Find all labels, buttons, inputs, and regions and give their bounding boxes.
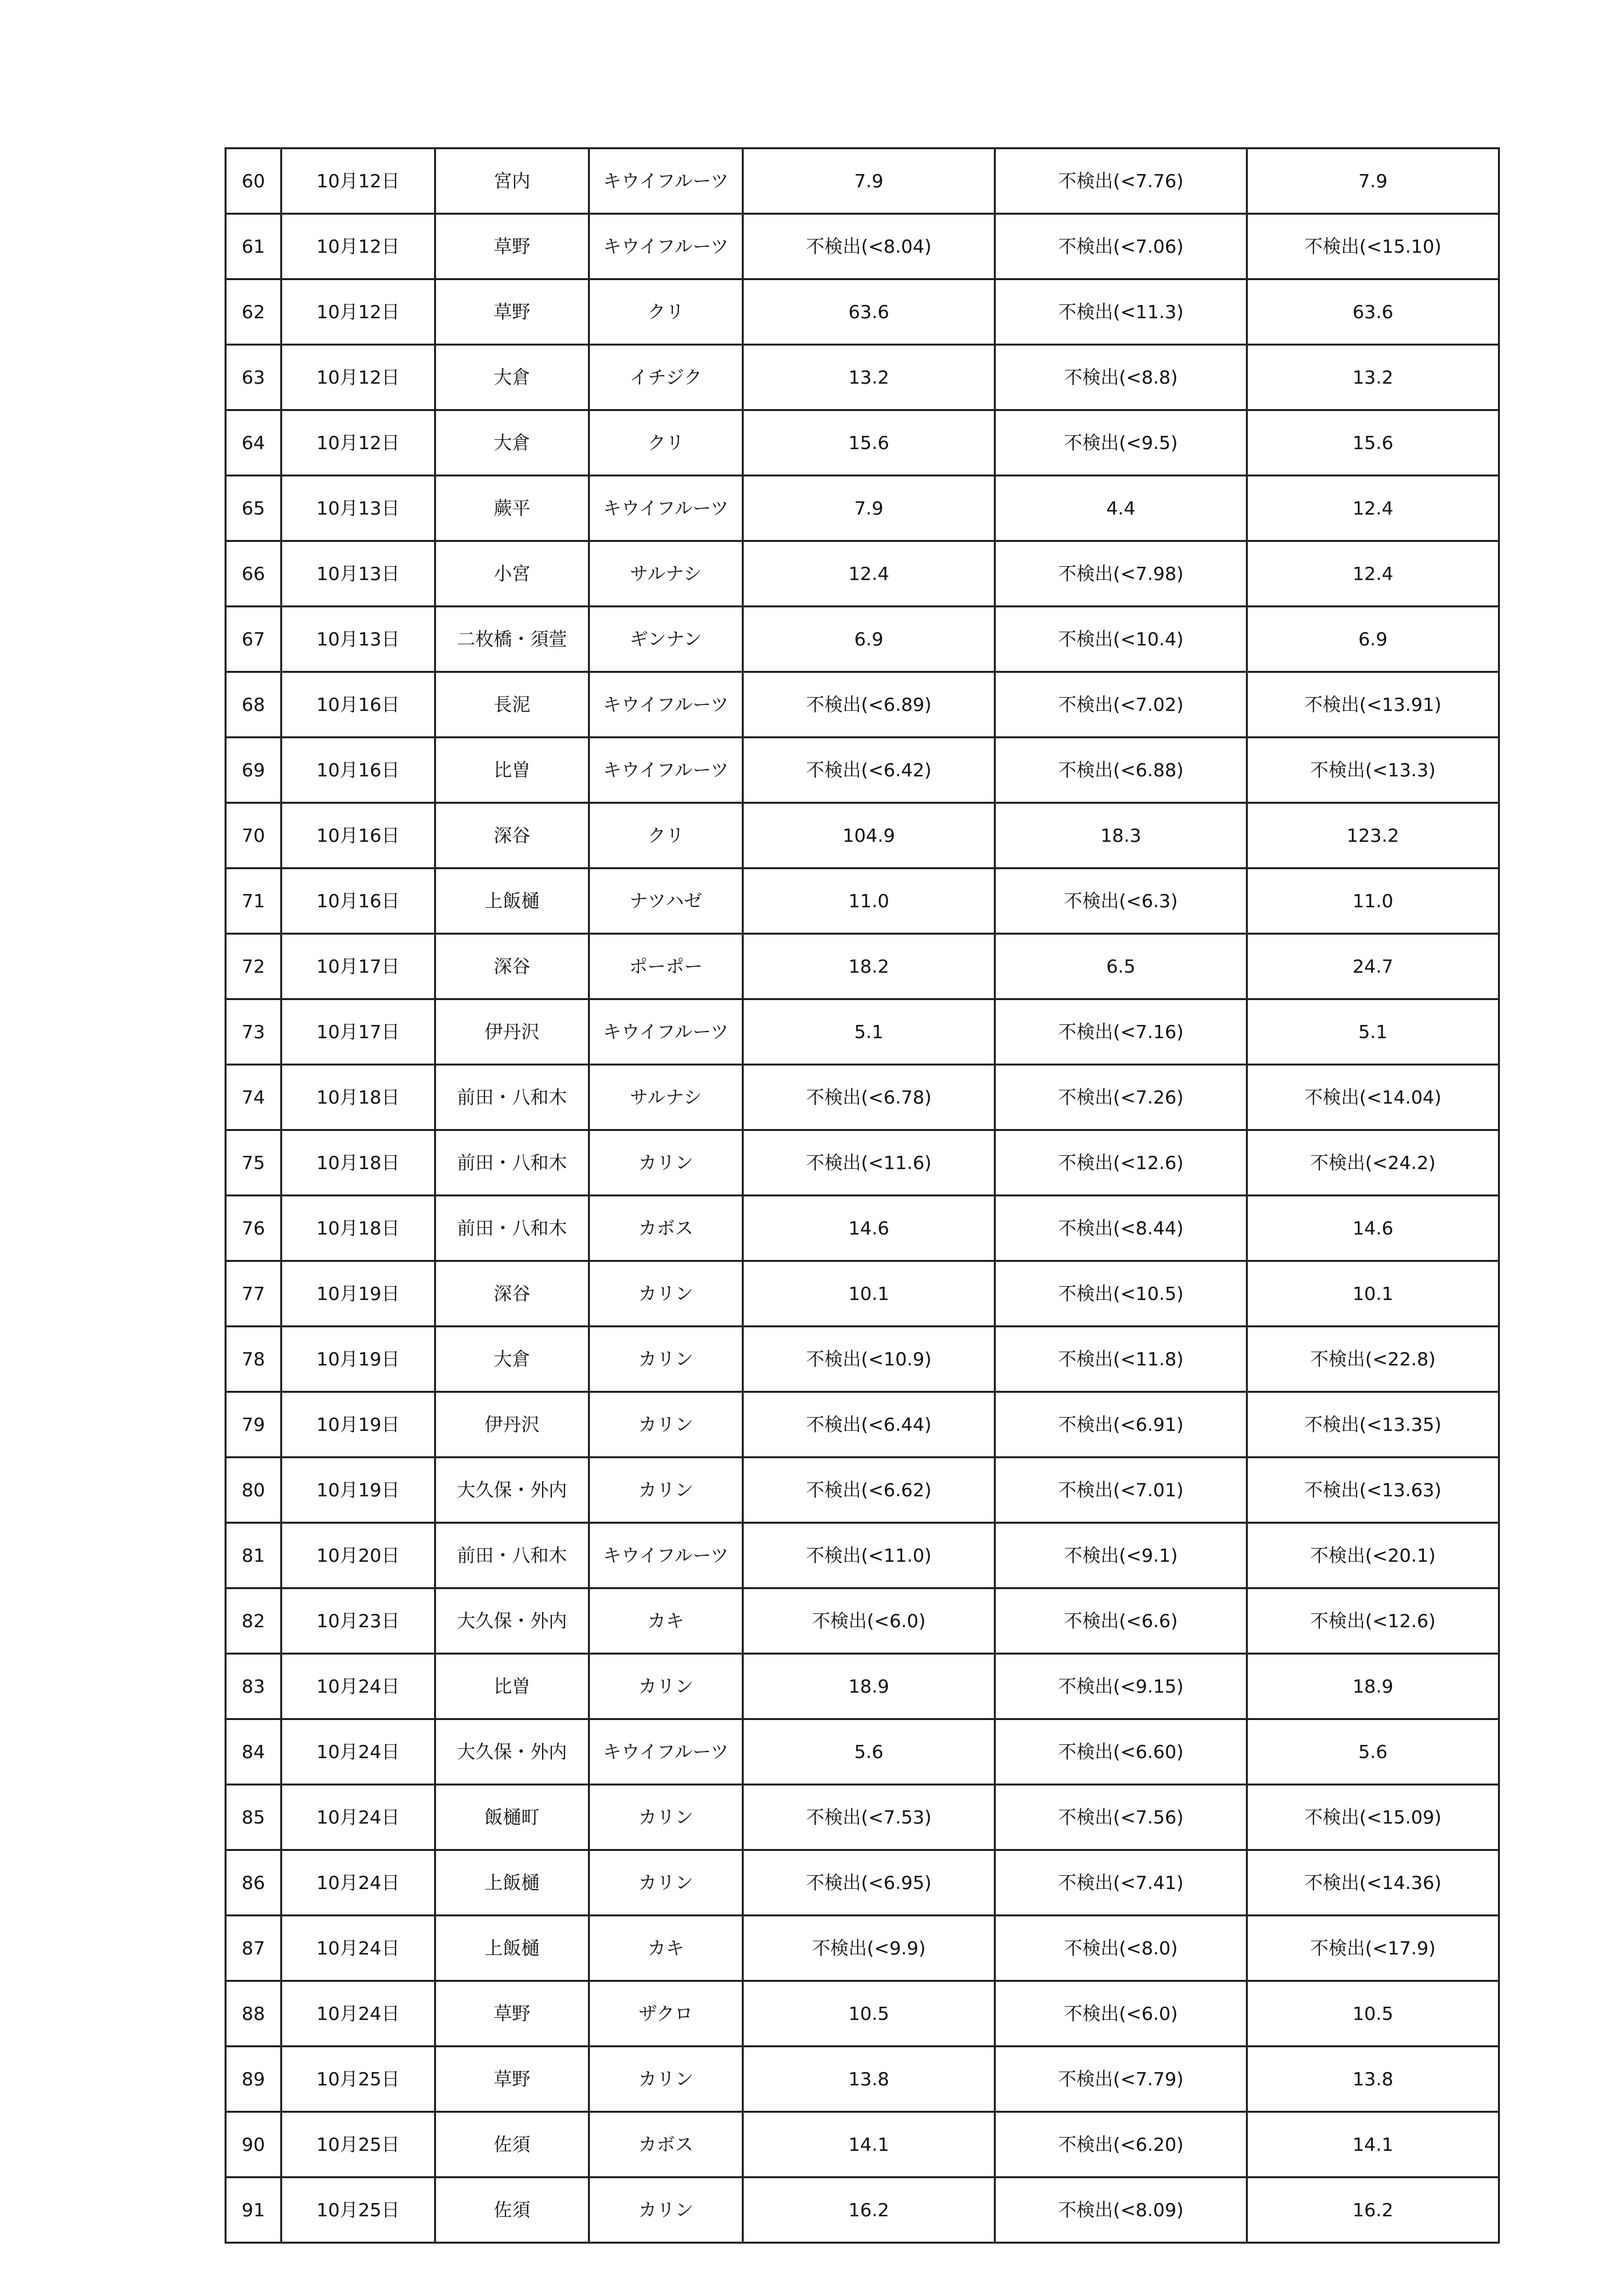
value-1-cell: 12.4 (743, 541, 995, 607)
area-cell: 小宮 (435, 541, 589, 607)
item-cell: キウイフルーツ (589, 149, 743, 214)
item-cell: イチジク (589, 345, 743, 410)
date-cell: 10月19日 (282, 1327, 435, 1392)
date-cell: 10月16日 (282, 672, 435, 738)
area-cell: 上飯樋 (435, 1916, 589, 1981)
value-1-cell: 11.0 (743, 869, 995, 934)
value-3-cell: 12.4 (1247, 541, 1499, 607)
row-number-cell: 84 (226, 1719, 282, 1785)
item-cell: ザクロ (589, 1981, 743, 2047)
area-cell: 上飯樋 (435, 869, 589, 934)
value-2-cell: 不検出(<11.8) (995, 1327, 1247, 1392)
item-cell: カリン (589, 2178, 743, 2243)
value-1-cell: 不検出(<10.9) (743, 1327, 995, 1392)
date-cell: 10月19日 (282, 1261, 435, 1327)
table-row (226, 672, 1499, 738)
value-1-cell: 5.1 (743, 999, 995, 1065)
value-1-cell: 16.2 (743, 2178, 995, 2243)
area-cell: 大倉 (435, 345, 589, 410)
row-number-cell: 85 (226, 1785, 282, 1850)
row-number-cell: 60 (226, 149, 282, 214)
value-1-cell: 14.6 (743, 1196, 995, 1261)
area-cell: 深谷 (435, 803, 589, 869)
table-row (226, 1130, 1499, 1196)
date-cell: 10月18日 (282, 1065, 435, 1130)
value-3-cell: 14.1 (1247, 2112, 1499, 2178)
table-row (226, 738, 1499, 803)
table-row (226, 1916, 1499, 1981)
table-row (226, 869, 1499, 934)
row-number-cell: 77 (226, 1261, 282, 1327)
value-3-cell: 不検出(<12.6) (1247, 1588, 1499, 1654)
date-cell: 10月17日 (282, 934, 435, 999)
results-body (226, 149, 1499, 2243)
row-number-cell: 63 (226, 345, 282, 410)
value-1-cell: 14.1 (743, 2112, 995, 2178)
item-cell: カリン (589, 1654, 743, 1719)
table-row (226, 1065, 1499, 1130)
date-cell: 10月24日 (282, 1719, 435, 1785)
table-row (226, 2178, 1499, 2243)
row-number-cell: 81 (226, 1523, 282, 1588)
value-2-cell: 不検出(<7.01) (995, 1458, 1247, 1523)
value-2-cell: 不検出(<7.79) (995, 2047, 1247, 2112)
value-2-cell: 不検出(<7.56) (995, 1785, 1247, 1850)
value-2-cell: 不検出(<7.98) (995, 541, 1247, 607)
results-table (225, 147, 1500, 2244)
table-row (226, 476, 1499, 541)
value-3-cell: 10.1 (1247, 1261, 1499, 1327)
date-cell: 10月18日 (282, 1130, 435, 1196)
table-row (226, 2112, 1499, 2178)
table-row (226, 1588, 1499, 1654)
value-1-cell: 104.9 (743, 803, 995, 869)
row-number-cell: 87 (226, 1916, 282, 1981)
value-3-cell: 63.6 (1247, 279, 1499, 345)
value-3-cell: 13.2 (1247, 345, 1499, 410)
value-2-cell: 不検出(<7.02) (995, 672, 1247, 738)
table-row (226, 345, 1499, 410)
item-cell: カリン (589, 2047, 743, 2112)
value-2-cell: 不検出(<6.20) (995, 2112, 1247, 2178)
row-number-cell: 78 (226, 1327, 282, 1392)
item-cell: ポーポー (589, 934, 743, 999)
row-number-cell: 90 (226, 2112, 282, 2178)
date-cell: 10月24日 (282, 1654, 435, 1719)
value-2-cell: 不検出(<9.15) (995, 1654, 1247, 1719)
row-number-cell: 69 (226, 738, 282, 803)
value-3-cell: 15.6 (1247, 410, 1499, 476)
table-row (226, 1981, 1499, 2047)
value-2-cell: 不検出(<8.44) (995, 1196, 1247, 1261)
area-cell: 伊丹沢 (435, 1392, 589, 1458)
row-number-cell: 86 (226, 1850, 282, 1916)
item-cell: カボス (589, 1196, 743, 1261)
value-3-cell: 5.6 (1247, 1719, 1499, 1785)
item-cell: サルナシ (589, 1065, 743, 1130)
value-3-cell: 6.9 (1247, 607, 1499, 672)
value-1-cell: 15.6 (743, 410, 995, 476)
value-2-cell: 不検出(<10.5) (995, 1261, 1247, 1327)
item-cell: カキ (589, 1916, 743, 1981)
value-3-cell: 123.2 (1247, 803, 1499, 869)
row-number-cell: 82 (226, 1588, 282, 1654)
value-3-cell: 不検出(<13.63) (1247, 1458, 1499, 1523)
row-number-cell: 80 (226, 1458, 282, 1523)
row-number-cell: 75 (226, 1130, 282, 1196)
table-row (226, 410, 1499, 476)
area-cell: 佐須 (435, 2112, 589, 2178)
table-row (226, 279, 1499, 345)
area-cell: 前田・八和木 (435, 1196, 589, 1261)
value-2-cell: 不検出(<6.88) (995, 738, 1247, 803)
item-cell: キウイフルーツ (589, 672, 743, 738)
table-row (226, 214, 1499, 279)
item-cell: キウイフルーツ (589, 476, 743, 541)
date-cell: 10月13日 (282, 476, 435, 541)
value-1-cell: 不検出(<6.89) (743, 672, 995, 738)
area-cell: 比曽 (435, 1654, 589, 1719)
table-row (226, 541, 1499, 607)
item-cell: カリン (589, 1785, 743, 1850)
area-cell: 前田・八和木 (435, 1130, 589, 1196)
value-3-cell: 13.8 (1247, 2047, 1499, 2112)
value-2-cell: 不検出(<6.0) (995, 1981, 1247, 2047)
item-cell: カボス (589, 2112, 743, 2178)
date-cell: 10月24日 (282, 1785, 435, 1850)
item-cell: クリ (589, 410, 743, 476)
value-3-cell: 不検出(<15.10) (1247, 214, 1499, 279)
area-cell: 長泥 (435, 672, 589, 738)
row-number-cell: 76 (226, 1196, 282, 1261)
value-3-cell: 不検出(<22.8) (1247, 1327, 1499, 1392)
value-1-cell: 5.6 (743, 1719, 995, 1785)
value-2-cell: 不検出(<8.0) (995, 1916, 1247, 1981)
row-number-cell: 70 (226, 803, 282, 869)
date-cell: 10月18日 (282, 1196, 435, 1261)
value-1-cell: 不検出(<8.04) (743, 214, 995, 279)
date-cell: 10月12日 (282, 149, 435, 214)
item-cell: クリ (589, 803, 743, 869)
item-cell: ギンナン (589, 607, 743, 672)
value-1-cell: 不検出(<11.6) (743, 1130, 995, 1196)
value-2-cell: 4.4 (995, 476, 1247, 541)
item-cell: キウイフルーツ (589, 214, 743, 279)
row-number-cell: 64 (226, 410, 282, 476)
table-row (226, 1523, 1499, 1588)
date-cell: 10月23日 (282, 1588, 435, 1654)
value-1-cell: 不検出(<6.78) (743, 1065, 995, 1130)
value-1-cell: 不検出(<9.9) (743, 1916, 995, 1981)
item-cell: キウイフルーツ (589, 738, 743, 803)
value-1-cell: 不検出(<6.62) (743, 1458, 995, 1523)
row-number-cell: 91 (226, 2178, 282, 2243)
date-cell: 10月13日 (282, 607, 435, 672)
item-cell: クリ (589, 279, 743, 345)
value-2-cell: 不検出(<6.6) (995, 1588, 1247, 1654)
area-cell: 大久保・外内 (435, 1458, 589, 1523)
area-cell: 比曽 (435, 738, 589, 803)
value-2-cell: 18.3 (995, 803, 1247, 869)
date-cell: 10月24日 (282, 1981, 435, 2047)
row-number-cell: 62 (226, 279, 282, 345)
value-3-cell: 不検出(<14.36) (1247, 1850, 1499, 1916)
item-cell: キウイフルーツ (589, 1719, 743, 1785)
date-cell: 10月16日 (282, 869, 435, 934)
value-1-cell: 18.2 (743, 934, 995, 999)
date-cell: 10月25日 (282, 2047, 435, 2112)
item-cell: サルナシ (589, 541, 743, 607)
table-row (226, 803, 1499, 869)
table-row (226, 607, 1499, 672)
date-cell: 10月17日 (282, 999, 435, 1065)
row-number-cell: 65 (226, 476, 282, 541)
item-cell: カリン (589, 1850, 743, 1916)
area-cell: 佐須 (435, 2178, 589, 2243)
value-2-cell: 不検出(<7.76) (995, 149, 1247, 214)
value-3-cell: 14.6 (1247, 1196, 1499, 1261)
date-cell: 10月25日 (282, 2112, 435, 2178)
row-number-cell: 71 (226, 869, 282, 934)
value-3-cell: 10.5 (1247, 1981, 1499, 2047)
table-row (226, 1850, 1499, 1916)
table-row (226, 1327, 1499, 1392)
item-cell: キウイフルーツ (589, 1523, 743, 1588)
value-1-cell: 6.9 (743, 607, 995, 672)
area-cell: 草野 (435, 214, 589, 279)
area-cell: 大久保・外内 (435, 1588, 589, 1654)
value-1-cell: 63.6 (743, 279, 995, 345)
table-row (226, 2047, 1499, 2112)
value-3-cell: 不検出(<20.1) (1247, 1523, 1499, 1588)
date-cell: 10月13日 (282, 541, 435, 607)
value-2-cell: 不検出(<9.1) (995, 1523, 1247, 1588)
value-2-cell: 不検出(<7.41) (995, 1850, 1247, 1916)
row-number-cell: 83 (226, 1654, 282, 1719)
value-3-cell: 11.0 (1247, 869, 1499, 934)
row-number-cell: 68 (226, 672, 282, 738)
area-cell: 伊丹沢 (435, 999, 589, 1065)
value-2-cell: 不検出(<7.06) (995, 214, 1247, 279)
value-1-cell: 10.1 (743, 1261, 995, 1327)
value-2-cell: 不検出(<7.26) (995, 1065, 1247, 1130)
value-2-cell: 不検出(<6.60) (995, 1719, 1247, 1785)
row-number-cell: 79 (226, 1392, 282, 1458)
area-cell: 大倉 (435, 1327, 589, 1392)
area-cell: 蕨平 (435, 476, 589, 541)
value-2-cell: 不検出(<7.16) (995, 999, 1247, 1065)
value-2-cell: 不検出(<8.8) (995, 345, 1247, 410)
value-1-cell: 不検出(<7.53) (743, 1785, 995, 1850)
date-cell: 10月12日 (282, 279, 435, 345)
value-3-cell: 16.2 (1247, 2178, 1499, 2243)
row-number-cell: 89 (226, 2047, 282, 2112)
value-1-cell: 13.2 (743, 345, 995, 410)
value-3-cell: 不検出(<14.04) (1247, 1065, 1499, 1130)
item-cell: カリン (589, 1130, 743, 1196)
row-number-cell: 72 (226, 934, 282, 999)
area-cell: 草野 (435, 1981, 589, 2047)
table-row (226, 1654, 1499, 1719)
area-cell: 飯樋町 (435, 1785, 589, 1850)
row-number-cell: 73 (226, 999, 282, 1065)
table-row (226, 1458, 1499, 1523)
item-cell: カリン (589, 1458, 743, 1523)
row-number-cell: 88 (226, 1981, 282, 2047)
date-cell: 10月19日 (282, 1458, 435, 1523)
area-cell: 宮内 (435, 149, 589, 214)
value-3-cell: 不検出(<15.09) (1247, 1785, 1499, 1850)
item-cell: カリン (589, 1392, 743, 1458)
area-cell: 深谷 (435, 934, 589, 999)
area-cell: 二枚橋・須萱 (435, 607, 589, 672)
date-cell: 10月12日 (282, 214, 435, 279)
table-row (226, 149, 1499, 214)
value-3-cell: 不検出(<13.35) (1247, 1392, 1499, 1458)
date-cell: 10月12日 (282, 345, 435, 410)
value-2-cell: 6.5 (995, 934, 1247, 999)
area-cell: 大久保・外内 (435, 1719, 589, 1785)
item-cell: ナツハゼ (589, 869, 743, 934)
area-cell: 前田・八和木 (435, 1065, 589, 1130)
value-1-cell: 不検出(<6.42) (743, 738, 995, 803)
value-3-cell: 不検出(<13.3) (1247, 738, 1499, 803)
date-cell: 10月24日 (282, 1916, 435, 1981)
table-row (226, 1785, 1499, 1850)
area-cell: 前田・八和木 (435, 1523, 589, 1588)
date-cell: 10月20日 (282, 1523, 435, 1588)
row-number-cell: 74 (226, 1065, 282, 1130)
value-3-cell: 7.9 (1247, 149, 1499, 214)
value-3-cell: 18.9 (1247, 1654, 1499, 1719)
value-1-cell: 7.9 (743, 476, 995, 541)
value-3-cell: 不検出(<13.91) (1247, 672, 1499, 738)
date-cell: 10月16日 (282, 738, 435, 803)
value-1-cell: 不検出(<6.44) (743, 1392, 995, 1458)
date-cell: 10月16日 (282, 803, 435, 869)
item-cell: カキ (589, 1588, 743, 1654)
table-row (226, 1719, 1499, 1785)
value-2-cell: 不検出(<6.3) (995, 869, 1247, 934)
table-row (226, 999, 1499, 1065)
value-1-cell: 7.9 (743, 149, 995, 214)
value-2-cell: 不検出(<11.3) (995, 279, 1247, 345)
date-cell: 10月25日 (282, 2178, 435, 2243)
value-1-cell: 不検出(<6.95) (743, 1850, 995, 1916)
row-number-cell: 67 (226, 607, 282, 672)
area-cell: 深谷 (435, 1261, 589, 1327)
item-cell: カリン (589, 1327, 743, 1392)
value-2-cell: 不検出(<9.5) (995, 410, 1247, 476)
area-cell: 大倉 (435, 410, 589, 476)
table-row (226, 1196, 1499, 1261)
value-2-cell: 不検出(<12.6) (995, 1130, 1247, 1196)
table-row (226, 934, 1499, 999)
value-3-cell: 12.4 (1247, 476, 1499, 541)
row-number-cell: 61 (226, 214, 282, 279)
value-1-cell: 10.5 (743, 1981, 995, 2047)
value-2-cell: 不検出(<10.4) (995, 607, 1247, 672)
value-2-cell: 不検出(<8.09) (995, 2178, 1247, 2243)
area-cell: 草野 (435, 279, 589, 345)
item-cell: カリン (589, 1261, 743, 1327)
value-3-cell: 不検出(<17.9) (1247, 1916, 1499, 1981)
value-2-cell: 不検出(<6.91) (995, 1392, 1247, 1458)
value-1-cell: 不検出(<6.0) (743, 1588, 995, 1654)
area-cell: 草野 (435, 2047, 589, 2112)
date-cell: 10月19日 (282, 1392, 435, 1458)
date-cell: 10月12日 (282, 410, 435, 476)
table-row (226, 1261, 1499, 1327)
value-3-cell: 5.1 (1247, 999, 1499, 1065)
value-1-cell: 13.8 (743, 2047, 995, 2112)
value-1-cell: 不検出(<11.0) (743, 1523, 995, 1588)
value-3-cell: 24.7 (1247, 934, 1499, 999)
item-cell: キウイフルーツ (589, 999, 743, 1065)
row-number-cell: 66 (226, 541, 282, 607)
date-cell: 10月24日 (282, 1850, 435, 1916)
table-row (226, 1392, 1499, 1458)
value-1-cell: 18.9 (743, 1654, 995, 1719)
value-3-cell: 不検出(<24.2) (1247, 1130, 1499, 1196)
area-cell: 上飯樋 (435, 1850, 589, 1916)
